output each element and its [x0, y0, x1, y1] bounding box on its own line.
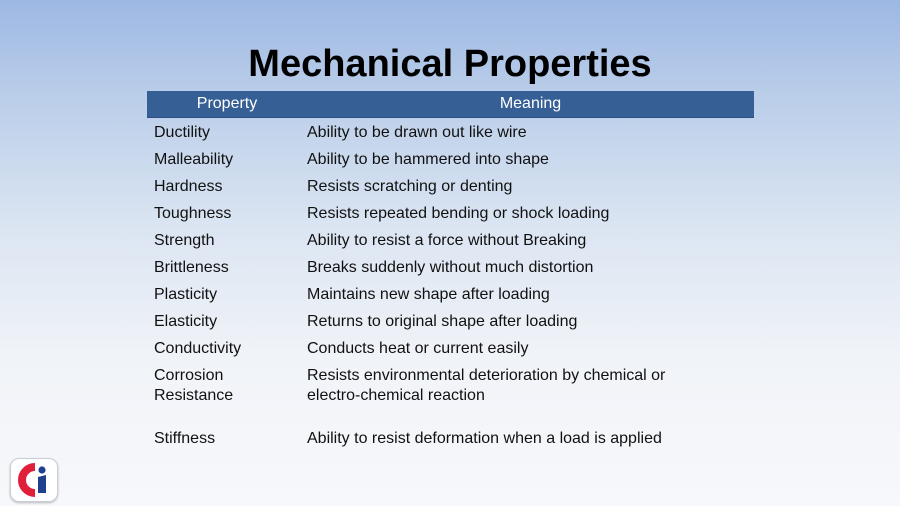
header-property: Property	[196, 95, 258, 112]
properties-table	[147, 91, 754, 453]
table-row	[147, 255, 754, 282]
meaning-line: electro-chemical reaction	[307, 387, 485, 404]
property-cell: Malleability	[154, 151, 234, 168]
property-cell: Toughness	[154, 205, 232, 222]
meaning-cell: Ability to resist deformation when a load is applied	[307, 430, 662, 447]
property-cell: Brittleness	[154, 259, 229, 276]
table-row	[147, 336, 754, 363]
meaning-cell: Ability to be drawn out like wire	[307, 124, 527, 141]
meaning-cell	[307, 363, 754, 406]
table-body	[147, 118, 754, 453]
property-cell: Conductivity	[154, 340, 242, 357]
table-row	[147, 201, 754, 228]
property-cell: Stiffness	[154, 430, 216, 447]
property-cell: Plasticity	[154, 286, 218, 303]
meaning-cell: Conducts heat or current easily	[307, 340, 529, 357]
meaning-cell: Resists scratching or denting	[307, 178, 513, 195]
table-row	[147, 174, 754, 201]
meaning-line: Resists environmental deterioration by chemical or	[307, 367, 666, 384]
meaning-cell: Ability to resist a force without Breaking	[307, 232, 587, 249]
meaning-cell: Resists repeated bending or shock loading	[307, 205, 610, 222]
table-row	[147, 147, 754, 174]
property-line: Resistance	[154, 387, 234, 404]
header-meaning: Meaning	[499, 95, 562, 112]
ci-logo-graphic	[11, 459, 57, 501]
logo-i-stem	[38, 475, 46, 493]
table-row	[147, 426, 754, 453]
property-cell: Elasticity	[154, 313, 218, 330]
table-row	[147, 363, 754, 426]
meaning-cell: Returns to original shape after loading	[307, 313, 578, 330]
meaning-cell: Breaks suddenly without much distortion	[307, 259, 594, 276]
slide-title: Mechanical Properties	[248, 43, 652, 85]
table-row	[147, 120, 754, 147]
table-row	[147, 228, 754, 255]
ci-logo-icon	[10, 458, 58, 502]
logo-c-shape	[22, 467, 35, 493]
property-line: Corrosion	[154, 367, 224, 384]
logo-i-dot	[38, 466, 45, 473]
table-row	[147, 282, 754, 309]
meaning-cell: Maintains new shape after loading	[307, 286, 550, 303]
property-cell: Hardness	[154, 178, 223, 195]
property-cell	[147, 363, 307, 406]
property-cell: Strength	[154, 232, 215, 249]
table-row	[147, 309, 754, 336]
table-header	[147, 91, 754, 118]
property-cell: Ductility	[154, 124, 211, 141]
meaning-cell: Ability to be hammered into shape	[307, 151, 549, 168]
